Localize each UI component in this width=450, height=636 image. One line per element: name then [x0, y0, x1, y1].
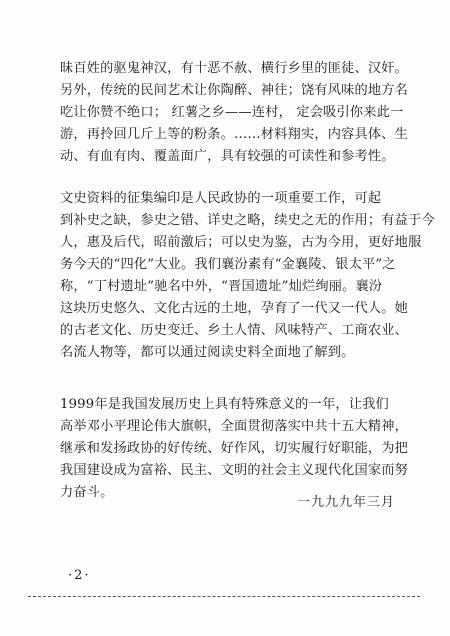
paragraph-line: 我国建设成为富裕、民主、文明的社会主义现代化国家而努 [60, 463, 409, 478]
paragraph-line: 务今天的“四化”大业。我们襄汾素有“金襄陵、银太平”之 [60, 257, 396, 272]
paragraph-line: 名流人物等，都可以通过阅读史料全面地了解到。 [60, 345, 355, 360]
paragraph-line: 这块历史悠久、文化古远的土地，孕育了一代又一代人。她 [60, 301, 409, 316]
paragraph-3 [60, 394, 410, 504]
paragraph-line: 动、有血有肉、覆盖面广，具有较强的可读性和参考性。 [60, 149, 395, 164]
paragraph-line: 继承和发扬政协的好传统、好作风，切实履行好职能，为把 [60, 441, 409, 456]
signature-date: 一九九九年三月 [297, 495, 396, 510]
paragraph-2 [60, 188, 435, 364]
paragraph-line: 人，惠及后代，昭前激后；可以史为鉴，古为今用，更好地服 [60, 235, 422, 250]
paragraph-line: 称，“丁村遗址”驰名中外，“晋国遗址”灿烂绚丽。襄汾 [60, 279, 383, 294]
page-number: ·2· [68, 568, 91, 583]
paragraph-line: 1999年是我国发展历史上具有特殊意义的一年，让我们 [60, 397, 389, 412]
paragraph-line: 游，再拎回几斤上等的粉条。……材料翔实，内容具体、生 [60, 127, 409, 142]
paragraph-line: 昧百姓的驱鬼神汉，有十恶不赦、横行乡里的匪徒、汉奸。 [60, 61, 409, 76]
paragraph-line: 的古老文化、历史变迁、乡土人情、风味特产、工商农业、 [60, 323, 409, 338]
paragraph-line: 吃让你赞不绝口； 红薯之乡——连村， 定会吸引你来此一 [60, 105, 404, 120]
footer-divider [28, 596, 420, 597]
paragraph-line: 另外，传统的民间艺术让你陶醉、神往；饶有风味的地方名 [60, 83, 409, 98]
paragraph-line: 到补史之缺，参史之错、详史之略，续史之无的作用；有益于今 [60, 213, 435, 228]
paragraph-line: 力奋斗。 [60, 485, 114, 500]
paragraph-line: 高举邓小平理论伟大旗帜，全面贯彻落实中共十五大精神， [60, 419, 409, 434]
paragraph-line: 文史资料的征集编印是人民政协的一项重要工作，可起 [60, 191, 382, 206]
paragraph-1 [60, 58, 410, 168]
